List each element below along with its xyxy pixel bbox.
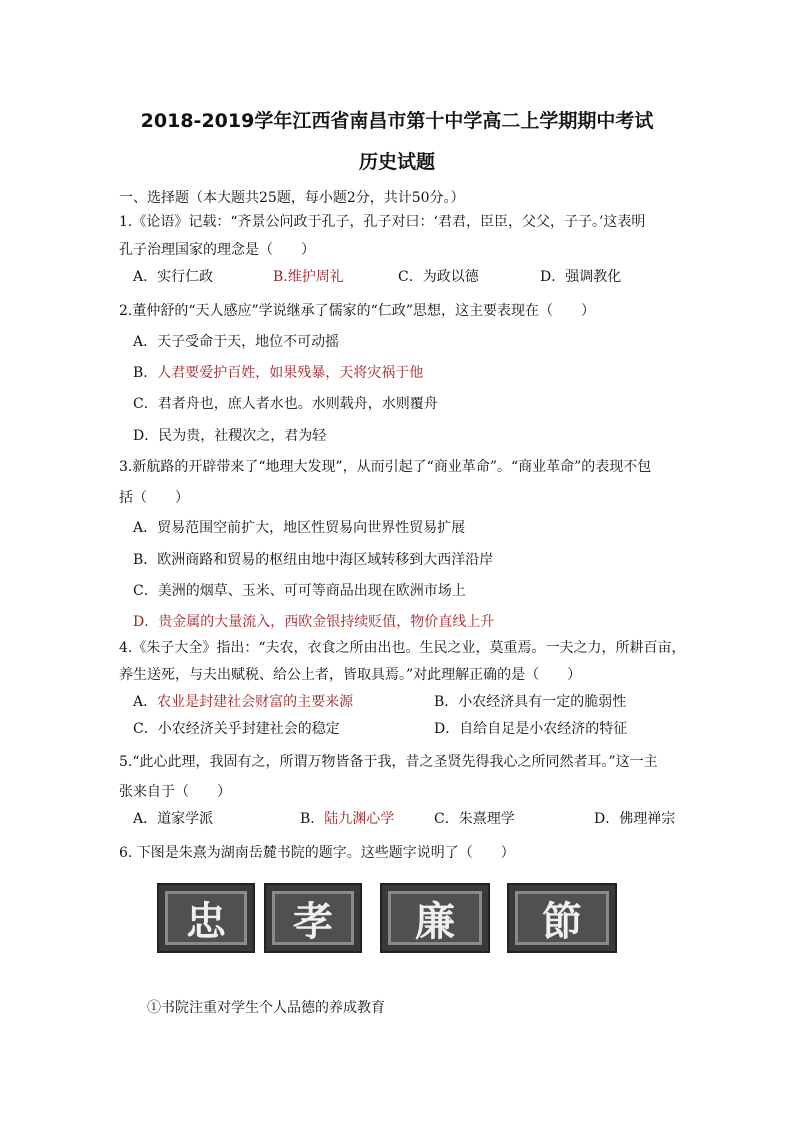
question-1-option-c: C．为政以德 (398, 269, 479, 285)
question-5-option-c: C．朱熹理学 (434, 811, 515, 827)
question-2-option-a: A．天子受命于天，地位不可动摇 (133, 334, 340, 350)
question-5-option-b (300, 808, 394, 828)
plaque-character: 廉 (415, 897, 455, 945)
question-5-stem-line1: 5.“此心此理，我固有之，所谓万物皆备于我，昔之圣贤先得我心之所同然者耳。”这一主 (119, 754, 658, 770)
plaque-character: 孝 (293, 897, 333, 945)
question-2-option-b (133, 362, 423, 382)
question-3-stem-line1: 3.新航路的开辟带来了“地理大发现”，从而引起了“商业革命”。“商业革命”的表现不包 (119, 459, 652, 475)
question-3-stem-line2: 括（ ） (119, 490, 189, 506)
page-title: 2018-2019学年江西省南昌市第十中学高二上学期期中考试 (140, 110, 654, 132)
question-4-stem-line1: 4.《朱子大全》指出：“夫农，衣食之所由出也。生民之业，莫重焉。一夫之力，所耕百亩， (119, 640, 686, 656)
question-1-option-b: B.维护周礼 (273, 269, 344, 285)
question-4-stem-line2: 养生送死，与夫出赋税、给公上者，皆取具焉。”对此理解正确的是（ ） (119, 667, 582, 683)
question-2-stem: 2.董仲舒的“天人感应”学说继承了儒家的“仁政”思想，这主要表现在（ ） (119, 303, 595, 319)
question-4-option-a-text: 农业是封建社会财富的主要来源 (157, 694, 354, 710)
question-4-option-c: C．小农经济关乎封建社会的稳定 (133, 721, 340, 737)
plaque-image (507, 883, 617, 953)
plaque-image (264, 883, 362, 953)
page-subtitle: 历史试题 (358, 151, 435, 173)
question-2-option-d: D．民为贵，社稷次之，君为轻 (133, 428, 327, 444)
question-3-option-c: C．美洲的烟草、玉米、可可等商品出现在欧洲市场上 (133, 583, 466, 599)
question-5-option-b-label: B． (300, 811, 325, 827)
plaque-character: 節 (542, 897, 582, 945)
plaque-image (157, 883, 255, 953)
question-1-stem-line2: 孔子治理国家的理念是（ ） (119, 242, 315, 258)
question-5-stem-line2: 张来自于（ ） (119, 784, 231, 800)
question-4-option-a (133, 691, 353, 711)
question-4-option-d: D．自给自足是小农经济的特征 (434, 721, 628, 737)
question-3-option-d: D．贵金属的大量流入，西欧金银持续贬值，物价直线上升 (133, 614, 495, 630)
question-1-option-d: D．强调教化 (540, 269, 622, 285)
question-5-option-d: D．佛理禅宗 (594, 811, 676, 827)
question-3-option-b: B．欧洲商路和贸易的枢纽由地中海区域转移到大西洋沿岸 (133, 552, 494, 568)
question-5-option-a: A．道家学派 (133, 811, 214, 827)
question-6-item-1: ①书院注重对学生个人品德的养成教育 (147, 1000, 385, 1016)
plaque-character: 忠 (186, 897, 226, 945)
question-6-stem: 6. 下图是朱熹为湖南岳麓书院的题字。这些题字说明了（ ） (119, 845, 515, 861)
question-2-option-b-text: 人君要爱护百姓，如果残暴，天将灾祸于他 (157, 365, 424, 381)
question-4-option-a-label: A． (133, 694, 158, 710)
plaque-image (380, 883, 490, 953)
question-4-option-b: B．小农经济具有一定的脆弱性 (434, 694, 627, 710)
question-1-option-a: A．实行仁政 (133, 269, 214, 285)
question-2-option-c: C．君者舟也，庶人者水也。水则载舟，水则覆舟 (133, 396, 438, 412)
question-2-option-b-label: B． (133, 365, 158, 381)
question-3-option-a: A．贸易范围空前扩大，地区性贸易向世界性贸易扩展 (133, 520, 466, 536)
question-5-option-b-text: 陆九渊心学 (324, 811, 395, 827)
section-heading: 一、选择题（本大题共25题，每小题2分，共计50分。） (119, 190, 465, 206)
question-1-stem-line1: 1.《论语》记载：“齐景公问政于孔子，孔子对曰：‘君君，臣臣，父父，子子。’这表明 (119, 214, 646, 230)
